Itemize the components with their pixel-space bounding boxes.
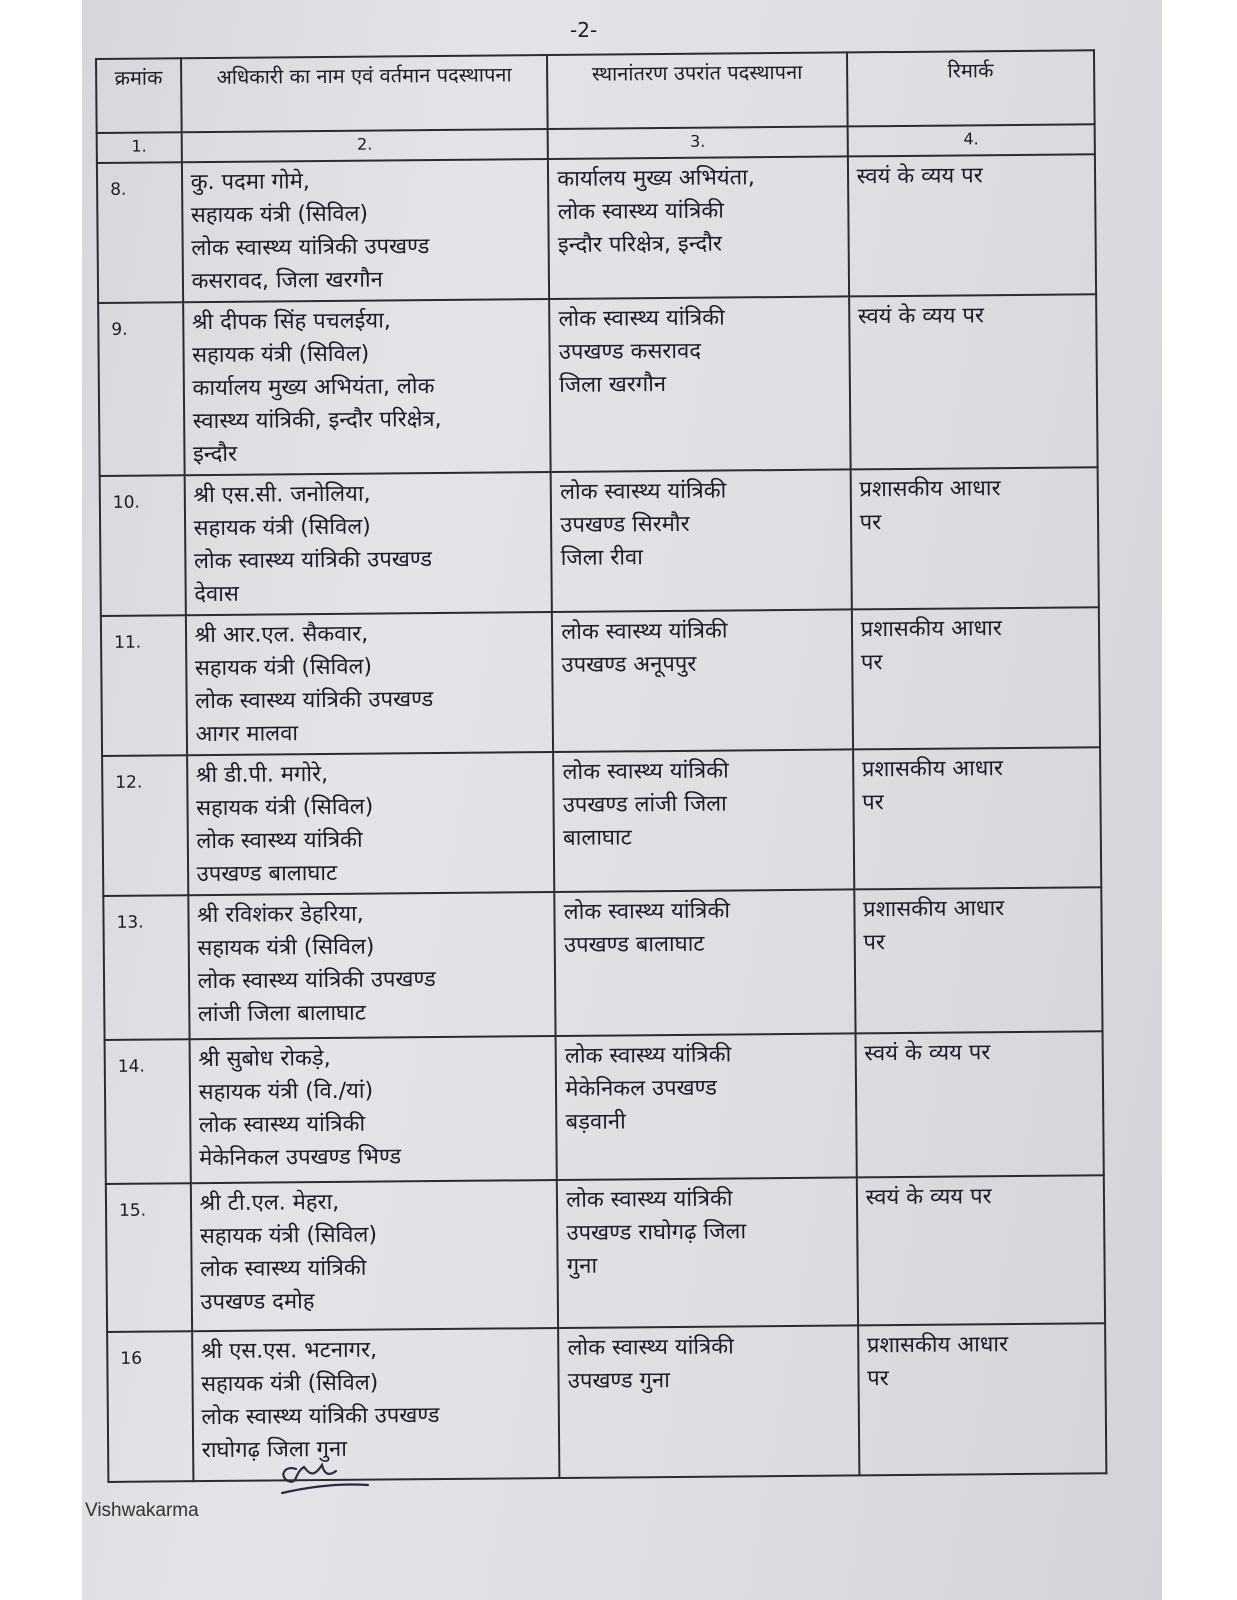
posting-cell-line: लोक स्वास्थ्य यांत्रिकी bbox=[561, 618, 728, 645]
officer-cell-line: श्री आर.एल. सैकवार, bbox=[194, 621, 369, 649]
posting-cell-line: मेकेनिकल उपखण्ड bbox=[565, 1075, 717, 1102]
officer-cell-line: सहायक यंत्री (सिविल) bbox=[199, 1222, 378, 1250]
officer-cell-line: सहायक यंत्री (सिविल) bbox=[196, 794, 374, 822]
officer-cell-line: लोक स्वास्थ्य यांत्रिकी उपखण्ड bbox=[195, 687, 434, 715]
row-serial: 12. bbox=[102, 755, 188, 896]
column-number: 4. bbox=[847, 124, 1095, 156]
officer-cell-line: श्री एस.एस. भटनागर, bbox=[200, 1337, 378, 1365]
posting-cell bbox=[549, 296, 850, 472]
header-serial: क्रमांक bbox=[96, 58, 181, 133]
officer-cell-line: सहायक यंत्री (सिविल) bbox=[201, 1370, 379, 1398]
remark-cell-line: स्वयं के व्यय पर bbox=[857, 303, 985, 330]
remark-cell bbox=[855, 1031, 1104, 1177]
posting-cell bbox=[556, 1033, 857, 1180]
posting-cell-line: लोक स्वास्थ्य यांत्रिकी bbox=[567, 1334, 734, 1361]
row-serial: 14. bbox=[105, 1039, 191, 1184]
officer-cell bbox=[183, 299, 551, 475]
officer-cell-line: मेकेनिकल उपखण्ड भिण्ड bbox=[199, 1144, 402, 1172]
officer-cell-line: सहायक यंत्री (वि./यां) bbox=[198, 1078, 374, 1106]
header-row bbox=[96, 50, 1095, 133]
remark-cell-line: पर bbox=[863, 930, 886, 956]
officer-cell-line: श्री सुबोध रोकड़े, bbox=[198, 1045, 331, 1073]
posting-cell bbox=[548, 156, 849, 299]
page-number: -2- bbox=[570, 18, 598, 42]
posting-cell bbox=[552, 609, 853, 752]
table-row bbox=[100, 467, 1099, 616]
officer-cell-line: श्री रविशंकर डेहरिया, bbox=[196, 901, 364, 929]
officer-cell-line: उपखण्ड दमोह bbox=[200, 1289, 315, 1316]
officer-cell-line: लोक स्वास्थ्य यांत्रिकी उपखण्ड bbox=[191, 234, 430, 262]
remark-cell-line: स्वयं के व्यय पर bbox=[864, 1040, 991, 1067]
officer-cell-line: लोक स्वास्थ्य यांत्रिकी bbox=[196, 827, 363, 855]
table-body bbox=[97, 154, 1106, 1482]
officer-cell-line: सहायक यंत्री (सिविल) bbox=[190, 201, 369, 229]
posting-cell-line: लोक स्वास्थ्य यांत्रिकी bbox=[566, 1186, 733, 1213]
posting-cell-line: उपखण्ड गुना bbox=[567, 1368, 671, 1394]
footer-name: Vishwakarma bbox=[85, 1500, 199, 1521]
remark-cell bbox=[856, 1175, 1105, 1325]
remark-cell-line: स्वयं के व्यय पर bbox=[865, 1184, 992, 1211]
remark-cell bbox=[854, 887, 1103, 1033]
remark-cell-line: पर bbox=[867, 1366, 889, 1392]
remark-cell-line: पर bbox=[860, 650, 883, 676]
posting-cell-line: उपखण्ड बालाघाट bbox=[563, 931, 705, 958]
officer-cell-line: लोक स्वास्थ्य यांत्रिकी उपखण्ड bbox=[201, 1403, 440, 1431]
posting-cell-line: कार्यालय मुख्य अभियंता, bbox=[557, 165, 755, 192]
posting-cell-line: उपखण्ड अनूपपुर bbox=[561, 651, 697, 678]
posting-cell-line: लोक स्वास्थ्य यांत्रिकी bbox=[563, 898, 731, 925]
officer-cell bbox=[188, 892, 556, 1039]
remark-cell-line: स्वयं के व्यय पर bbox=[856, 163, 983, 190]
officer-cell-line: कु. पदमा गोमे, bbox=[190, 169, 310, 196]
officer-cell-line: उपखण्ड बालाघाट bbox=[196, 860, 338, 888]
officer-cell bbox=[185, 612, 553, 755]
remark-cell bbox=[849, 294, 1098, 469]
header-officer: अधिकारी का नाम एवं वर्तमान पदस्थापना bbox=[181, 55, 548, 132]
column-number: 2. bbox=[181, 129, 548, 162]
posting-cell-line: लोक स्वास्थ्य यांत्रिकी bbox=[559, 478, 727, 505]
remark-cell-line: प्रशासकीय आधार bbox=[859, 476, 1001, 503]
signature-mark bbox=[268, 1455, 388, 1515]
officer-cell-line: श्री टी.एल. मेहरा, bbox=[199, 1189, 340, 1217]
officer-cell-line: लोक स्वास्थ्य यांत्रिकी उपखण्ड bbox=[193, 547, 433, 575]
posting-cell-line: लोक स्वास्थ्य यांत्रिकी bbox=[562, 758, 729, 785]
officer-cell-line: सहायक यंत्री (सिविल) bbox=[193, 514, 371, 542]
officer-cell-line: श्री दीपक सिंह पचलईया, bbox=[191, 308, 391, 336]
remark-cell-line: प्रशासकीय आधार bbox=[863, 896, 1005, 923]
table-row bbox=[107, 1323, 1106, 1482]
remark-cell bbox=[851, 607, 1100, 749]
officer-cell-line: सहायक यंत्री (सिविल) bbox=[197, 934, 375, 962]
posting-cell-line: उपखण्ड कसरावद bbox=[558, 338, 702, 365]
header-remark: रिमार्क bbox=[847, 50, 1095, 126]
officer-cell-line: लांजी जिला बालाघाट bbox=[197, 1000, 366, 1028]
table-row bbox=[102, 747, 1101, 896]
officer-cell-line: लोक स्वास्थ्य यांत्रिकी उपखण्ड bbox=[197, 967, 436, 995]
posting-cell bbox=[551, 469, 852, 612]
posting-cell bbox=[553, 749, 854, 892]
officer-cell bbox=[182, 159, 550, 302]
posting-cell-line: लोक स्वास्थ्य यांत्रिकी bbox=[564, 1042, 732, 1069]
officer-cell bbox=[190, 1180, 558, 1331]
row-serial: 13. bbox=[103, 895, 189, 1040]
column-number: 1. bbox=[97, 132, 182, 163]
remark-cell-line: प्रशासकीय आधार bbox=[861, 756, 1004, 783]
row-serial: 10. bbox=[100, 475, 186, 616]
table-row bbox=[98, 294, 1097, 476]
posting-cell-line: जिला रीवा bbox=[560, 545, 644, 571]
officer-cell-line: स्वास्थ्य यांत्रिकी, इन्दौर परिक्षेत्र, bbox=[192, 406, 442, 435]
officer-cell-line: श्री डी.पी. मगोरे, bbox=[195, 761, 329, 789]
row-serial: 8. bbox=[97, 162, 183, 303]
posting-cell bbox=[555, 889, 856, 1036]
posting-cell-line: लोक स्वास्थ्य यांत्रिकी bbox=[558, 305, 725, 332]
remark-cell bbox=[850, 467, 1099, 609]
officer-cell-line: लोक स्वास्थ्य यांत्रिकी bbox=[198, 1111, 366, 1139]
remark-cell-line: पर bbox=[859, 510, 882, 536]
posting-cell-line: बड़वानी bbox=[565, 1109, 626, 1135]
officer-cell bbox=[184, 472, 552, 615]
officer-cell bbox=[187, 752, 555, 895]
row-serial: 9. bbox=[98, 302, 184, 476]
officer-cell bbox=[189, 1036, 557, 1183]
row-serial: 16 bbox=[107, 1331, 193, 1482]
officer-cell-line: श्री एस.सी. जनोलिया, bbox=[193, 481, 371, 509]
posting-cell bbox=[557, 1177, 858, 1328]
row-serial: 15. bbox=[106, 1183, 192, 1332]
posting-cell-line: उपखण्ड राघोगढ़ जिला bbox=[566, 1219, 747, 1246]
officer-cell-line: इन्दौर bbox=[192, 441, 238, 468]
row-serial: 11. bbox=[101, 615, 187, 756]
posting-cell bbox=[558, 1325, 859, 1478]
table-row bbox=[101, 607, 1100, 756]
officer-cell-line: कार्यालय मुख्य अभियंता, लोक bbox=[192, 374, 435, 402]
officer-cell-line: लोक स्वास्थ्य यांत्रिकी bbox=[200, 1255, 367, 1283]
table-row bbox=[97, 154, 1096, 303]
posting-cell-line: जिला खरगौन bbox=[559, 372, 667, 398]
table-row bbox=[106, 1175, 1105, 1332]
remark-cell-line: प्रशासकीय आधार bbox=[860, 616, 1002, 643]
posting-cell-line: गुना bbox=[566, 1253, 598, 1279]
transfer-table bbox=[95, 49, 1107, 1483]
officer-cell-line: आगर मालवा bbox=[195, 721, 299, 748]
posting-cell-line: बालाघाट bbox=[562, 825, 632, 851]
table-row bbox=[103, 887, 1102, 1040]
posting-cell-line: उपखण्ड लांजी जिला bbox=[562, 791, 727, 818]
posting-cell-line: लोक स्वास्थ्य यांत्रिकी bbox=[557, 198, 724, 225]
remark-cell bbox=[858, 1323, 1107, 1475]
officer-cell-line: राघोगढ़ जिला गुना bbox=[201, 1436, 347, 1464]
table-row bbox=[105, 1031, 1104, 1184]
remark-cell-line: प्रशासकीय आधार bbox=[866, 1332, 1009, 1359]
posting-cell-line: उपखण्ड सिरमौर bbox=[560, 511, 690, 538]
officer-cell-line: सहायक यंत्री (सिविल) bbox=[192, 341, 370, 369]
officer-cell-line: सहायक यंत्री (सिविल) bbox=[194, 654, 373, 682]
remark-cell bbox=[848, 154, 1097, 296]
column-number: 3. bbox=[548, 126, 848, 159]
remark-cell-line: पर bbox=[862, 790, 884, 816]
remark-cell bbox=[853, 747, 1102, 889]
officer-cell-line: कसरावद, जिला खरगौन bbox=[191, 267, 383, 295]
posting-cell-line: इन्दौर परिक्षेत्र, इन्दौर bbox=[557, 231, 723, 258]
officer-cell-line: देवास bbox=[194, 581, 239, 608]
header-posting: स्थानांतरण उपरांत पदस्थापना bbox=[547, 52, 847, 129]
